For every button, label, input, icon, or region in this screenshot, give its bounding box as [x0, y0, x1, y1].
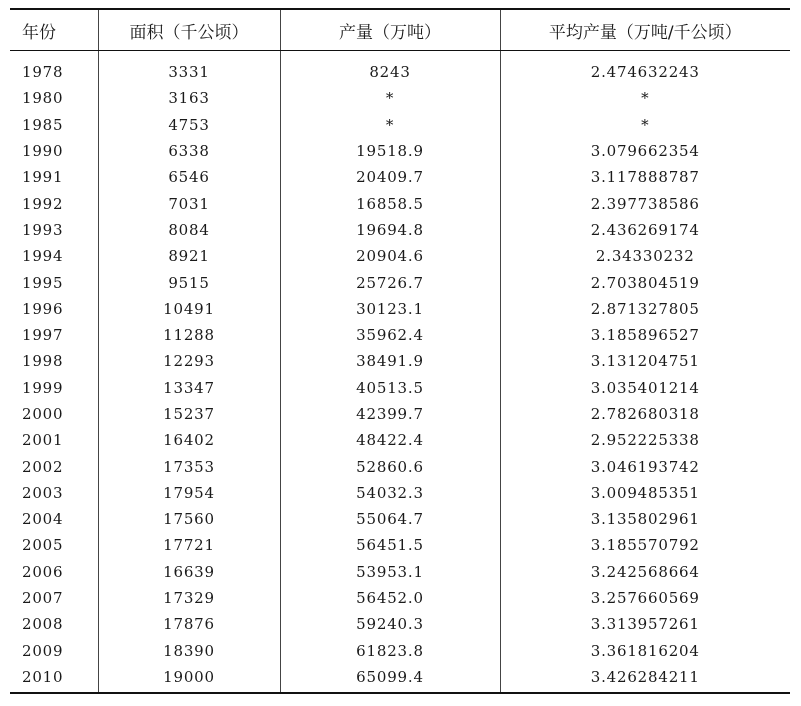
- cell-year: 1997: [22, 326, 64, 345]
- cell-year: 1980: [22, 89, 64, 108]
- cell-year: 2003: [22, 483, 64, 502]
- table-row: [10, 559, 790, 585]
- header-year: 年份: [10, 9, 98, 51]
- cell-area: 17353: [98, 453, 280, 479]
- cell-output: 8243: [280, 51, 500, 86]
- table-row: [10, 269, 790, 295]
- cell-average-yield: 2.436269174: [500, 217, 790, 243]
- table-row: [10, 427, 790, 453]
- cell-average-yield: 3.135802961: [500, 506, 790, 532]
- table-row: [10, 664, 790, 693]
- cell-output: 38491.9: [280, 348, 500, 374]
- cell-year: 2006: [22, 562, 64, 581]
- cell-output: 16858.5: [280, 190, 500, 216]
- table-row: [10, 401, 790, 427]
- table-row: [10, 85, 790, 111]
- cell-area: 19000: [98, 664, 280, 693]
- cell-output: 65099.4: [280, 664, 500, 693]
- cell-output: 25726.7: [280, 269, 500, 295]
- cell-average-yield: 3.131204751: [500, 348, 790, 374]
- cell-output: 35962.4: [280, 322, 500, 348]
- cell-area: 8084: [98, 217, 280, 243]
- cell-area: 15237: [98, 401, 280, 427]
- cell-year: 2005: [22, 536, 64, 555]
- cell-area: 12293: [98, 348, 280, 374]
- table-row: [10, 348, 790, 374]
- table-row: [10, 190, 790, 216]
- cell-area: 3331: [98, 51, 280, 86]
- data-table-container: [10, 8, 790, 694]
- table-row: [10, 638, 790, 664]
- cell-year: 1993: [22, 220, 64, 239]
- cell-output: *: [280, 112, 500, 138]
- cell-year: 1994: [22, 247, 64, 266]
- cell-output: 59240.3: [280, 611, 500, 637]
- cell-output: 54032.3: [280, 480, 500, 506]
- cell-average-yield: 2.34330232: [500, 243, 790, 269]
- cell-output: 19694.8: [280, 217, 500, 243]
- table-row: [10, 453, 790, 479]
- cell-average-yield: 3.185896527: [500, 322, 790, 348]
- cell-output: *: [280, 85, 500, 111]
- table-row: [10, 217, 790, 243]
- cell-output: 55064.7: [280, 506, 500, 532]
- header-area: 面积（千公顷）: [98, 9, 280, 51]
- cell-output: 40513.5: [280, 375, 500, 401]
- cell-average-yield: 2.397738586: [500, 190, 790, 216]
- cell-average-yield: 2.782680318: [500, 401, 790, 427]
- cell-average-yield: 3.117888787: [500, 164, 790, 190]
- cell-area: 17721: [98, 532, 280, 558]
- cell-output: 30123.1: [280, 296, 500, 322]
- cell-area: 17329: [98, 585, 280, 611]
- table-row: [10, 112, 790, 138]
- cell-output: 61823.8: [280, 638, 500, 664]
- cell-area: 6546: [98, 164, 280, 190]
- cell-output: 42399.7: [280, 401, 500, 427]
- cell-average-yield: *: [500, 112, 790, 138]
- table-row: [10, 611, 790, 637]
- table-row: [10, 532, 790, 558]
- table-row: [10, 296, 790, 322]
- cell-year: 1996: [22, 299, 64, 318]
- cell-output: 48422.4: [280, 427, 500, 453]
- cell-year: 1991: [22, 168, 64, 187]
- cell-year: 2001: [22, 431, 64, 450]
- cell-average-yield: 3.426284211: [500, 664, 790, 693]
- header-output: 产量（万吨）: [280, 9, 500, 51]
- table-header: [10, 9, 790, 51]
- cell-year: 2007: [22, 589, 64, 608]
- cell-year: 2009: [22, 641, 64, 660]
- cell-year: 1978: [22, 63, 64, 82]
- cell-area: 4753: [98, 112, 280, 138]
- table-body: [10, 51, 790, 694]
- cell-area: 7031: [98, 190, 280, 216]
- cell-area: 16639: [98, 559, 280, 585]
- cell-year: 2002: [22, 457, 64, 476]
- table-row: [10, 585, 790, 611]
- table-row: [10, 51, 790, 86]
- cell-output: 52860.6: [280, 453, 500, 479]
- cell-area: 17876: [98, 611, 280, 637]
- cell-year: 1992: [22, 194, 64, 213]
- cell-area: 9515: [98, 269, 280, 295]
- cell-output: 56452.0: [280, 585, 500, 611]
- cell-area: 17954: [98, 480, 280, 506]
- cell-average-yield: 3.242568664: [500, 559, 790, 585]
- cell-year: 2008: [22, 615, 64, 634]
- table-row: [10, 164, 790, 190]
- table-row: [10, 480, 790, 506]
- cell-area: 18390: [98, 638, 280, 664]
- cell-area: 16402: [98, 427, 280, 453]
- cell-average-yield: 2.871327805: [500, 296, 790, 322]
- cell-year: 2000: [22, 405, 64, 423]
- table-row: [10, 375, 790, 401]
- table-row: [10, 506, 790, 532]
- cell-area: 3163: [98, 85, 280, 111]
- cell-year: 1998: [22, 352, 64, 371]
- cell-area: 8921: [98, 243, 280, 269]
- cell-average-yield: 3.035401214: [500, 375, 790, 401]
- cell-year: 1999: [22, 378, 64, 397]
- cell-area: 17560: [98, 506, 280, 532]
- cell-area: 10491: [98, 296, 280, 322]
- table-row: [10, 138, 790, 164]
- cell-output: 20904.6: [280, 243, 500, 269]
- cell-average-yield: 3.185570792: [500, 532, 790, 558]
- header-row: [10, 9, 790, 51]
- cell-average-yield: 3.361816204: [500, 638, 790, 664]
- cell-area: 11288: [98, 322, 280, 348]
- cell-average-yield: *: [500, 85, 790, 111]
- cell-average-yield: 2.474632243: [500, 51, 790, 86]
- cell-output: 56451.5: [280, 532, 500, 558]
- cell-average-yield: 3.079662354: [500, 138, 790, 164]
- cell-average-yield: 3.313957261: [500, 611, 790, 637]
- cell-year: 2010: [10, 664, 98, 693]
- cell-output: 19518.9: [280, 138, 500, 164]
- cell-average-yield: 2.703804519: [500, 269, 790, 295]
- table-row: [10, 322, 790, 348]
- cell-area: 6338: [98, 138, 280, 164]
- cell-year: 1985: [22, 115, 64, 134]
- data-table: [10, 8, 790, 694]
- cell-average-yield: 3.009485351: [500, 480, 790, 506]
- cell-year: 1995: [22, 273, 64, 292]
- cell-average-yield: 3.257660569: [500, 585, 790, 611]
- cell-output: 53953.1: [280, 559, 500, 585]
- cell-year: 1990: [22, 142, 64, 161]
- cell-average-yield: 3.046193742: [500, 453, 790, 479]
- cell-area: 13347: [98, 375, 280, 401]
- cell-year: 2004: [22, 510, 64, 529]
- table-row: [10, 243, 790, 269]
- cell-output: 20409.7: [280, 164, 500, 190]
- header-average-yield: 平均产量（万吨/千公顷）: [500, 9, 790, 51]
- cell-average-yield: 2.952225338: [500, 427, 790, 453]
